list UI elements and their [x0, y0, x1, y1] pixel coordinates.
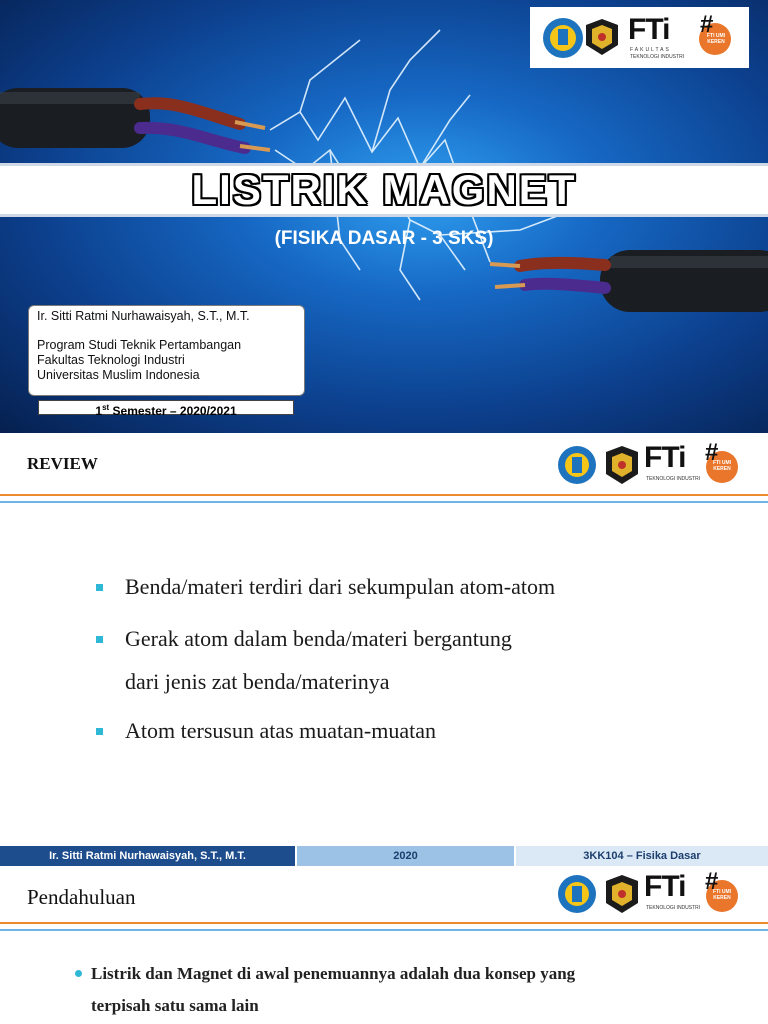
list-item [96, 626, 512, 652]
header-rule-blue [0, 501, 768, 503]
semester-box [38, 400, 294, 418]
intro-slide [0, 866, 768, 1024]
logo-panel [530, 7, 749, 68]
bullet-square-icon [96, 636, 103, 643]
hashtag-logo-text: # [705, 439, 719, 466]
semester-suffix: st [102, 403, 110, 412]
bullet-text-line2: terpisah satu sama lain [91, 996, 259, 1015]
author-name: Ir. Sitti Ratmi Nurhawaisyah, S.T., M.T. [37, 309, 250, 323]
fti-logo-text: FTi [644, 441, 686, 474]
header-rule-blue [0, 929, 768, 931]
hashtag-logo-text: # [705, 868, 719, 895]
semester-number: 1 [95, 404, 103, 418]
bullet-text: Gerak atom dalam benda/materi bergantung [125, 626, 512, 651]
bullet-square-icon [96, 584, 103, 591]
faculty-name: Fakultas Teknologi Industri [37, 353, 185, 367]
footer-course: 3KK104 – Fisika Dasar [516, 846, 768, 866]
list-item [96, 574, 555, 600]
list-item [75, 958, 755, 1022]
right-cable [490, 250, 768, 312]
hashtag-logo-text: # [700, 11, 714, 38]
bullet-text: Benda/materi terdiri dari sekumpulan atom-atom [125, 574, 556, 599]
left-cable [0, 88, 270, 150]
slide-title: LISTRIK MAGNET [191, 166, 577, 213]
review-heading: REVIEW [27, 454, 98, 473]
bullet-text: dari jenis zat benda/materinya [125, 669, 390, 694]
intro-heading: Pendahuluan [27, 885, 136, 909]
hashtag-logo-sub: FTI UMI KEREN [706, 33, 726, 45]
fti-logo-sub2: TEKNOLOGI INDUSTRI [646, 476, 701, 482]
fti-logo-sub2: TEKNOLOGI INDUSTRI [630, 54, 685, 60]
fti-logo-text: FTi [644, 870, 686, 903]
author-info-box [28, 305, 305, 396]
bullet-text-line1: Listrik dan Magnet di awal penemuannya adalah dua konsep yang [91, 964, 576, 983]
bullet-text: Atom tersusun atas muatan-muatan [125, 718, 436, 743]
slide-subtitle: (FISIKA DASAR - 3 SKS) [274, 228, 494, 249]
review-slide [0, 433, 768, 846]
fti-logo-text: FTi [628, 13, 670, 46]
footer-year: 2020 [297, 846, 514, 866]
bullet-square-icon [96, 728, 103, 735]
hashtag-logo-sub: FTI UMI KEREN [712, 460, 732, 472]
semester-text: Semester – 2020/2021 [109, 404, 237, 418]
hashtag-logo-sub: FTI UMI KEREN [712, 889, 732, 901]
fti-logo-sub1: FAKULTAS [630, 47, 671, 53]
title-slide [0, 0, 768, 433]
university-name: Universitas Muslim Indonesia [37, 368, 200, 382]
header-rule-orange [0, 494, 768, 496]
program-name: Program Studi Teknik Pertambangan [37, 338, 242, 352]
list-item-continuation [96, 669, 390, 695]
fti-logo-sub2: TEKNOLOGI INDUSTRI [646, 905, 701, 911]
list-item [96, 718, 436, 744]
footer-author: Ir. Sitti Ratmi Nurhawaisyah, S.T., M.T. [0, 846, 295, 866]
header-rule-orange [0, 922, 768, 924]
bullet-dot-icon [75, 970, 82, 977]
